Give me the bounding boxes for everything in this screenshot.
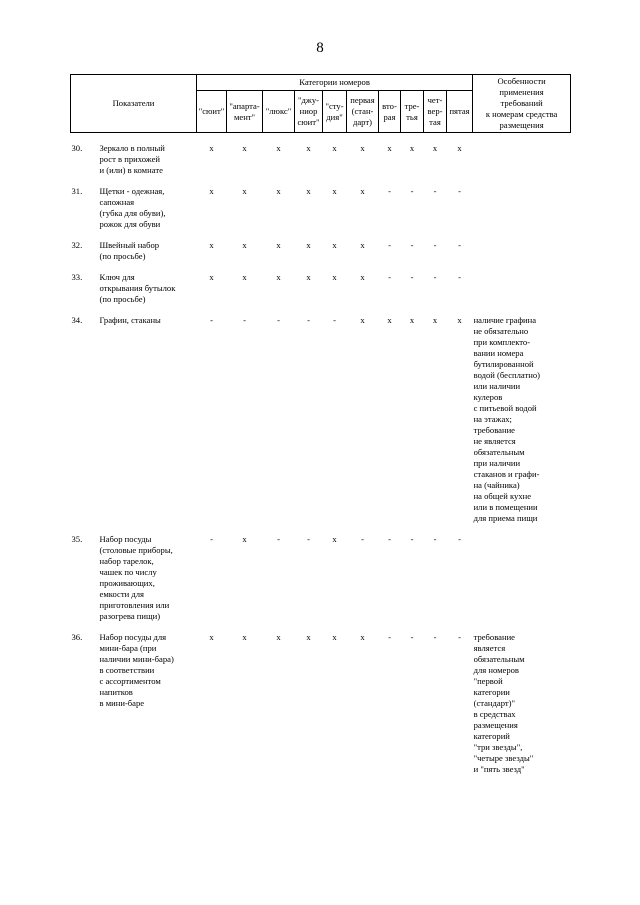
category-mark: x <box>360 272 365 282</box>
feature-note <box>473 143 571 176</box>
category-mark: x <box>457 315 462 325</box>
category-header-line: вто- <box>382 100 397 111</box>
category-mark: x <box>360 632 365 642</box>
room-equipment-table <box>70 74 571 785</box>
indicator-name <box>99 186 197 230</box>
feature-note-line: "четыре звезды" <box>473 753 534 763</box>
indicator-name-line: разогрева пищи) <box>99 611 161 621</box>
indicator-name-line: в мини-баре <box>99 698 145 708</box>
category-mark: - <box>277 534 280 544</box>
category-mark: - <box>361 534 364 544</box>
category-mark: x <box>360 143 365 153</box>
category-mark: - <box>410 632 414 642</box>
indicator-name-line: (столовые приборы, <box>99 545 173 555</box>
category-header-line: "джу- <box>298 95 319 106</box>
category-mark: x <box>306 186 311 196</box>
indicator-name-line: чашек по числу <box>99 567 157 577</box>
feature-note-line: при комплекто- <box>473 337 531 347</box>
indicator-name-line: набор тарелок, <box>99 556 154 566</box>
indicator-name-line: (по просьбе) <box>99 251 146 261</box>
feature-note-line: не является <box>473 436 516 446</box>
category-mark: - <box>210 534 213 544</box>
feature-note-line: с питьевой водой <box>473 403 537 413</box>
category-mark: - <box>388 272 391 282</box>
category-mark: x <box>276 632 281 642</box>
feature-note-line: вании номера <box>473 348 524 358</box>
row-number: 34. <box>71 315 83 325</box>
category-mark: x <box>209 272 214 282</box>
category-header-line: тая <box>429 117 441 128</box>
category-header-8 <box>401 91 424 133</box>
category-mark: - <box>458 186 461 196</box>
category-header-line: (стан- <box>351 106 374 117</box>
category-header-4 <box>295 91 323 133</box>
category-header-line: "сюит" <box>198 106 225 117</box>
feature-note-line: категории <box>473 687 510 697</box>
category-mark: x <box>209 632 214 642</box>
category-header-line: первая <box>350 95 375 106</box>
category-mark: x <box>332 186 337 196</box>
category-header-1 <box>197 91 227 133</box>
category-mark: - <box>458 534 461 544</box>
category-mark: - <box>307 534 310 544</box>
table-row <box>71 186 571 230</box>
category-mark: - <box>433 534 437 544</box>
feature-note-line: на общей кухне <box>473 491 532 501</box>
category-mark: x <box>432 143 438 153</box>
category-mark: - <box>388 240 391 250</box>
feature-note-line: обязательным <box>473 447 525 457</box>
feature-note-line: при наличии <box>473 458 521 468</box>
category-header-line: пятая <box>449 106 470 117</box>
category-header-5 <box>323 91 347 133</box>
indicator-name-line: рост в прихожей <box>99 154 161 164</box>
indicator-name-line: Набор посуды <box>99 534 152 544</box>
feature-note-line: размещения <box>473 720 518 730</box>
indicator-name <box>99 315 197 524</box>
category-mark: x <box>242 240 247 250</box>
row-spacer <box>71 262 571 272</box>
indicator-name <box>99 272 197 305</box>
indicator-name-line: (губка для обуви), <box>99 208 166 218</box>
row-number: 36. <box>71 632 83 642</box>
category-mark: - <box>410 534 414 544</box>
category-mark: x <box>409 315 415 325</box>
row-spacer <box>71 230 571 240</box>
category-mark: x <box>360 186 365 196</box>
category-header-line: тре- <box>404 100 420 111</box>
category-header-2 <box>227 91 263 133</box>
category-header-10 <box>447 91 473 133</box>
indicator-name-line: Зеркало в полный <box>99 143 165 153</box>
category-mark: - <box>433 272 437 282</box>
row-number: 33. <box>71 272 83 282</box>
indicator-name-line: Швейный набор <box>99 240 160 250</box>
row-number: 31. <box>71 186 83 196</box>
features-header-line: применения <box>499 87 544 97</box>
indicator-name <box>99 632 197 775</box>
category-mark: - <box>243 315 246 325</box>
indicator-name-line: сапожная <box>99 197 135 207</box>
category-mark: x <box>276 143 281 153</box>
category-mark: - <box>277 315 280 325</box>
category-mark: - <box>410 240 414 250</box>
feature-note-line: (стандарт)" <box>473 698 516 708</box>
category-mark: - <box>458 240 461 250</box>
indicator-name-line: Ключ для <box>99 272 135 282</box>
category-mark: x <box>306 240 311 250</box>
category-mark: - <box>433 240 437 250</box>
category-mark: x <box>332 143 337 153</box>
feature-note-line: или в помещении <box>473 502 538 512</box>
category-header-9 <box>424 91 447 133</box>
category-mark: - <box>433 186 437 196</box>
category-header-3 <box>263 91 295 133</box>
category-mark: - <box>433 632 437 642</box>
category-mark: x <box>432 315 438 325</box>
indicator-name-line: (по просьбе) <box>99 294 146 304</box>
indicator-name-line: емкости для <box>99 589 144 599</box>
feature-note <box>473 186 571 230</box>
indicator-name-line: напитков <box>99 687 133 697</box>
category-mark: x <box>209 143 214 153</box>
category-mark: - <box>410 186 414 196</box>
category-mark: - <box>388 186 391 196</box>
feature-note <box>473 315 571 524</box>
indicator-name-line: и (или) в комнате <box>99 165 163 175</box>
category-mark: x <box>242 534 247 544</box>
feature-note-line: в средствах <box>473 709 516 719</box>
category-mark: - <box>388 632 391 642</box>
feature-note-line: для приема пищи <box>473 513 538 523</box>
indicators-header: Показатели <box>71 75 197 133</box>
category-mark: x <box>332 534 337 544</box>
feature-note-line: не обязательно <box>473 326 529 336</box>
feature-note <box>473 240 571 262</box>
category-header-line: дарт) <box>353 117 372 128</box>
indicator-name-line: Набор посуды для <box>99 632 167 642</box>
category-mark: - <box>388 534 391 544</box>
page-number: 8 <box>316 40 324 56</box>
category-mark: x <box>209 186 214 196</box>
category-header-line: "люкс" <box>265 106 292 117</box>
category-mark: x <box>360 315 365 325</box>
category-header-line: дия" <box>326 111 343 122</box>
feature-note-line: требование <box>473 425 515 435</box>
category-header-line: рая <box>383 111 396 122</box>
category-mark: x <box>276 272 281 282</box>
feature-note-line: бутилированной <box>473 359 534 369</box>
feature-note-line: является <box>473 643 506 653</box>
category-mark: - <box>333 315 336 325</box>
indicator-name-line: в соответствии <box>99 665 155 675</box>
feature-note-line: категорий <box>473 731 510 741</box>
row-spacer <box>71 133 571 144</box>
category-mark: x <box>242 186 247 196</box>
category-mark: x <box>276 240 281 250</box>
row-spacer <box>71 524 571 534</box>
feature-note-line: водой (бесплатно) <box>473 370 540 380</box>
category-mark: x <box>457 143 462 153</box>
table-row <box>71 315 571 524</box>
category-mark: x <box>242 632 247 642</box>
indicator-name-line: с ассортиментом <box>99 676 161 686</box>
indicator-name-line: приготовления или <box>99 600 170 610</box>
row-spacer <box>71 305 571 315</box>
table-row <box>71 240 571 262</box>
indicator-name-line: Щетки - одежная, <box>99 186 165 196</box>
feature-note-line: "первой <box>473 676 503 686</box>
category-header-line: сюит" <box>297 117 320 128</box>
table-row <box>71 143 571 176</box>
category-mark: x <box>387 143 392 153</box>
features-header-line: размещения <box>499 120 544 130</box>
category-header-7 <box>379 91 401 133</box>
table-row <box>71 632 571 775</box>
row-spacer <box>71 775 571 785</box>
indicator-name <box>99 534 197 622</box>
row-number: 30. <box>71 143 83 153</box>
category-header-line: "апарта- <box>229 100 260 111</box>
feature-note-line: для номеров <box>473 665 519 675</box>
room-categories-header: Категории номеров <box>197 75 473 91</box>
category-mark: - <box>307 315 310 325</box>
category-header-line: "сту- <box>325 100 344 111</box>
category-mark: x <box>209 240 214 250</box>
table-row <box>71 534 571 622</box>
feature-note <box>473 272 571 305</box>
category-mark: x <box>332 632 337 642</box>
indicator-name-line: наличии мини-бара) <box>99 654 174 664</box>
category-mark: - <box>458 632 461 642</box>
indicator-name-line: рожок для обуви <box>99 219 161 229</box>
category-mark: x <box>360 240 365 250</box>
category-header-line: чет- <box>427 95 443 106</box>
features-header-line: требований <box>500 98 543 108</box>
indicator-name <box>99 240 197 262</box>
feature-note-line: обязательным <box>473 654 525 664</box>
indicator-name-line: Графин, стаканы <box>99 315 161 325</box>
feature-note-line: на этажах; <box>473 414 512 424</box>
row-spacer <box>71 622 571 632</box>
feature-note-line: наличие графина <box>473 315 537 325</box>
indicator-name <box>99 143 197 176</box>
indicator-name-line: проживающих, <box>99 578 155 588</box>
category-header-line: тья <box>406 111 418 122</box>
category-mark: x <box>387 315 392 325</box>
category-mark: x <box>306 632 311 642</box>
category-header-line: ниор <box>299 106 318 117</box>
feature-note-line: "три звезды", <box>473 742 523 752</box>
category-mark: - <box>410 272 414 282</box>
category-mark: x <box>306 272 311 282</box>
feature-note-line: и "пять звезд" <box>473 764 525 774</box>
category-mark: x <box>332 240 337 250</box>
feature-note-line: кулеров <box>473 392 503 402</box>
feature-note <box>473 534 571 622</box>
category-mark: x <box>242 272 247 282</box>
features-header-line: Особенности <box>497 76 546 86</box>
category-mark: x <box>409 143 415 153</box>
features-header-line: к номерам средства <box>485 109 558 119</box>
category-mark: - <box>458 272 461 282</box>
category-header-line: мент" <box>233 111 256 122</box>
feature-note-line: на (чайника) <box>473 480 520 490</box>
table-row <box>71 272 571 305</box>
indicator-name-line: открывания бутылок <box>99 283 176 293</box>
category-mark: x <box>306 143 311 153</box>
row-number: 32. <box>71 240 83 250</box>
category-mark: x <box>276 186 281 196</box>
category-mark: x <box>332 272 337 282</box>
features-header <box>473 75 571 133</box>
category-mark: - <box>210 315 213 325</box>
feature-note-line: требование <box>473 632 515 642</box>
feature-note-line: стаканов и графи- <box>473 469 540 479</box>
row-spacer <box>71 176 571 186</box>
category-header-6 <box>347 91 379 133</box>
row-number: 35. <box>71 534 83 544</box>
category-header-line: вер- <box>427 106 443 117</box>
feature-note-line: или наличии <box>473 381 521 391</box>
indicator-name-line: мини-бара (при <box>99 643 157 653</box>
category-mark: x <box>242 143 247 153</box>
feature-note <box>473 632 571 775</box>
